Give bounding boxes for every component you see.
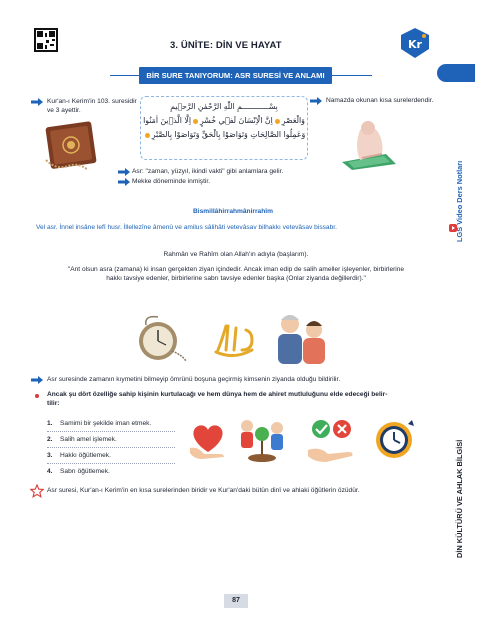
arabic-text-box — [140, 96, 308, 160]
surah-transliteration: Vel asr. İnnel insâne lefî husr. İllellezîne âmenû ve amilus sâlihâti vetevâsav bilhakkı vetevâsav bissabr. — [36, 224, 337, 231]
qr-code-icon[interactable] — [34, 28, 58, 52]
list-item-number: 4. — [47, 468, 53, 475]
list-item-number: 2. — [47, 436, 53, 443]
meaning-mecca: Mekke döneminde inmiştir. — [132, 178, 211, 185]
allah-calligraphy-icon — [212, 320, 258, 362]
quran-book-icon — [42, 120, 106, 172]
section-banner: BİR SURE TANIYORUM: ASR SURESİ VE ANLAMI — [139, 67, 332, 84]
verse-marker-icon — [145, 133, 150, 138]
unit-title: 3. ÜNİTE: DİN VE HAYAT — [170, 40, 282, 51]
list-item: Hakkı öğütlemek. — [60, 452, 111, 459]
arrow-right-icon — [118, 178, 130, 186]
right-note: Namazda okunan kısa surelerdendir. — [326, 97, 434, 104]
verse-marker-icon — [275, 119, 280, 124]
divider — [47, 431, 175, 432]
heart-hand-icon — [186, 418, 230, 462]
arabic-basmala: بِسْــــــــــــمِ اللّٰهِ الرَّحْمٰنِ الرَّح۪يمِ — [170, 102, 278, 111]
list-item-number: 1. — [47, 420, 53, 427]
sidebar-subject: DİN KÜLTÜRÜ VE AHLAK BİLGİSİ — [455, 439, 464, 558]
left-note: Kur'an-ı Kerim'in 103. suresidir ve 3 ayettir. — [47, 98, 137, 114]
summary: Asr suresi, Kur'an-ı Kerim'in en kısa surelerinden biridir ve Kur'an'daki bütün dinî ve ahlaki öğütlerin özüdür. — [47, 487, 360, 494]
arabic-verse-line-1: وَالْعَصْرِاِنَّ الْاِنْسَانَ لَف۪ي خُسْرٍاِلَّا الَّذ۪ينَ اٰمَنُوا — [143, 116, 305, 125]
page-number: 87 — [224, 594, 248, 608]
pocket-watch-icon — [128, 315, 188, 363]
verse-marker-icon — [193, 119, 198, 124]
arrow-right-icon — [31, 376, 43, 384]
list-item: Salih amel işlemek. — [60, 436, 117, 443]
time-point: Asr suresinde zamanın kıymetini bilmeyip ömrünü boşuna geçirmiş kimsenin ziyanda olduğu bildirilir. — [47, 376, 341, 383]
publisher-logo-icon — [399, 27, 431, 59]
basmala-meaning: Rahmân ve Rahîm olan Allah'ın adıyla (başlarım). — [163, 251, 309, 258]
praying-woman-icon — [338, 118, 400, 170]
svg-text:Kr: Kr — [408, 38, 422, 51]
four-qualities-line-2: tilir: — [47, 400, 60, 407]
list-item: Sabrı öğütlemek. — [60, 468, 110, 475]
arrow-right-icon — [118, 168, 130, 176]
surah-meaning-line-1: "Ant olsun asra (zamana) ki insan gerçekten ziyan içindedir. Ancak iman edip de salih ameller işleyenler, birbirlerine — [67, 266, 405, 273]
arrow-right-icon — [310, 97, 322, 105]
clock-icon — [372, 416, 416, 462]
family-icon — [270, 310, 336, 366]
divider — [47, 447, 175, 448]
check-cross-icon — [306, 418, 356, 464]
arabic-verse-line-2: وَعَمِلُوا الصَّالِحَاتِ وَتَوَاصَوْا بِالْحَقِّ وَتَوَاصَوْا بِالصَّبْرِ — [141, 130, 307, 139]
meaning-asr: Asr: "zaman, yüzyıl, ikindi vakti" gibi anlamlara gelir. — [132, 168, 284, 175]
basmala-transliteration: Bismillâhirrahmânirrahîm — [193, 208, 273, 215]
arrow-right-icon — [31, 98, 43, 106]
banner-line-right — [332, 75, 372, 76]
sidebar-video-notes: LGS Video Ders Notları — [455, 160, 464, 242]
star-icon — [30, 484, 44, 498]
list-item-number: 3. — [47, 452, 53, 459]
list-item: Samimi bir şekilde iman etmek. — [60, 420, 152, 427]
divider — [47, 463, 175, 464]
four-qualities-line-1: Ancak şu dört özelliğe sahip kişinin kurtulacağı ve hem dünya hem de ahiret mutluluğunu elde edeceği belir- — [47, 391, 388, 398]
sidebar-tab — [437, 64, 475, 82]
banner-line-left — [110, 75, 140, 76]
bullet-icon — [35, 394, 39, 398]
planting-tree-icon — [233, 416, 291, 464]
surah-meaning-line-2: hakkı tavsiye edenler, birbirlerine sabrı tavsiye edenler başka (Onlar ziyanda değillerdir)." — [106, 275, 366, 282]
